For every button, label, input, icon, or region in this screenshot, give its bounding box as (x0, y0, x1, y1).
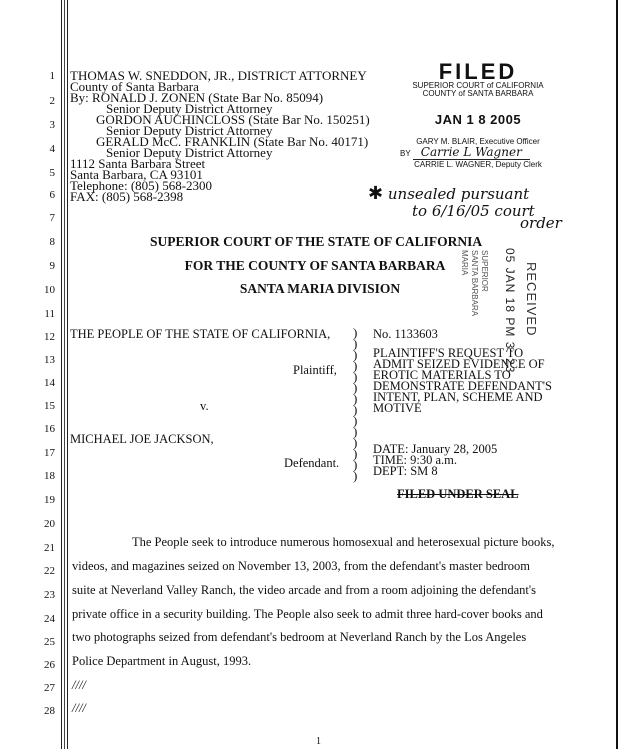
continuation-slashes: //// (72, 701, 86, 715)
header-line: GERALD McC. FRANKLIN (State Bar No. 40171) (96, 134, 369, 149)
document-title (373, 348, 552, 414)
received-stamp-agency-2 (470, 250, 479, 316)
filed-stamp (398, 59, 558, 169)
document-title-line: DEMONSTRATE DEFENDANT'S (373, 379, 552, 393)
filed-under-seal: FILED UNDER SEAL (397, 487, 519, 501)
line-number: 11 (44, 308, 55, 320)
line-number: 7 (49, 212, 55, 224)
line-number: 5 (49, 167, 55, 179)
filed-stamp-officer: GARY M. BLAIR, Executive Officer (416, 137, 540, 146)
line-number: 9 (49, 260, 55, 272)
hearing-time: TIME: 9:30 a.m. (373, 453, 458, 467)
filed-stamp-title: FILED (438, 59, 518, 84)
document-title-line: MOTIVE (373, 401, 422, 415)
body-line: suite at Neverland Valley Ranch, the video arcade and from a room adjoining the defendant's (72, 583, 537, 597)
document-title-line: EROTIC MATERIALS TO (373, 368, 511, 382)
line-number: 8 (49, 236, 55, 248)
header-line: Santa Barbara, CA 93101 (70, 167, 203, 182)
header-line: County of Santa Barbara (70, 79, 199, 94)
header-line: FAX: (805) 568-2398 (70, 189, 184, 204)
defendant-label: Defendant. (284, 456, 340, 470)
document-title-line: PLAINTIFF'S REQUEST TO (373, 346, 524, 360)
hearing-date: DATE: January 28, 2005 (373, 442, 498, 456)
header-line: 1112 Santa Barbara Street (70, 156, 206, 171)
line-number: 18 (44, 470, 55, 482)
handwritten-note (368, 183, 562, 232)
asterisk-mark: ✱ (368, 183, 384, 204)
line-number: 23 (44, 589, 55, 601)
line-number: 3 (49, 119, 55, 131)
clerk-signature: Carrie L Wagner (413, 145, 530, 160)
line-number: 4 (49, 143, 55, 155)
agency-line: SANTA BARBARA (470, 250, 479, 317)
caption-parentheses: ) ) ) ) ) ) ) ) ) ) ) ) ) ) (353, 325, 358, 483)
line-number: 26 (44, 659, 55, 671)
line-number: 6 (49, 189, 55, 201)
received-stamp-label: RECEIVED (524, 262, 539, 337)
line-number: 25 (44, 636, 55, 648)
header-line: Senior Deputy District Attorney (106, 101, 273, 116)
attorney-header (70, 70, 370, 202)
line-number: 10 (44, 284, 55, 296)
defendant-name: MICHAEL JOE JACKSON, (70, 432, 214, 446)
line-number: 22 (44, 565, 55, 577)
line-number: 16 (44, 423, 55, 435)
body-line: videos, and magazines seized on November 13, 2003, from the defendant's master bedroom (72, 559, 531, 573)
left-margin-rule-2 (64, 0, 65, 749)
header-line: GORDON AUCHINCLOSS (State Bar No. 150251) (96, 112, 370, 127)
plaintiff-name: THE PEOPLE OF THE STATE OF CALIFORNIA, (70, 327, 331, 341)
header-line: THOMAS W. SNEDDON, JR., DISTRICT ATTORNEY (70, 68, 367, 83)
header-line: Senior Deputy District Attorney (106, 145, 273, 160)
body-line: The People seek to introduce numerous homosexual and heterosexual picture books, (132, 535, 555, 549)
handwritten-text: unsealed pursuant (387, 185, 530, 203)
line-number: 17 (44, 447, 55, 459)
versus: v. (200, 399, 209, 413)
line-number: 27 (44, 682, 55, 694)
received-stamp-agency-3 (460, 250, 469, 275)
line-number: 15 (44, 400, 55, 412)
line-number: 2 (49, 95, 55, 107)
header-line: Telephone: (805) 568-2300 (70, 178, 213, 193)
court-name: SUPERIOR COURT OF THE STATE OF CALIFORNIA (150, 234, 483, 249)
received-stamp-datetime: 05 JAN 18 PM 3: 23 (503, 248, 517, 374)
body-line: private office in a security building. The People also seek to admit three hard-cover books and (72, 607, 543, 621)
line-number: 24 (44, 613, 55, 625)
received-stamp-agency (480, 250, 489, 292)
line-number: 21 (44, 542, 55, 554)
court-county: FOR THE COUNTY OF SANTA BARBARA (184, 258, 446, 273)
line-number: 1 (49, 70, 55, 82)
filed-stamp-clerk: CARRIE L. WAGNER, Deputy Clerk (414, 160, 542, 169)
hearing-dept: DEPT: SM 8 (373, 464, 438, 478)
left-margin-rule-3 (67, 0, 68, 749)
line-number: 28 (44, 705, 55, 717)
case-number: No. 1133603 (373, 327, 438, 341)
continuation-slashes: //// (72, 678, 86, 692)
line-number: 12 (44, 331, 55, 343)
header-line: Senior Deputy District Attorney (106, 123, 273, 138)
plaintiff-label: Plaintiff, (293, 363, 337, 377)
header-line: By: RONALD J. ZONEN (State Bar No. 85094) (70, 90, 324, 105)
document-title-line: INTENT, PLAN, SCHEME AND (373, 390, 543, 404)
line-number: 14 (44, 377, 55, 389)
line-number: 20 (44, 518, 55, 530)
filed-stamp-county: COUNTY of SANTA BARBARA (422, 89, 534, 98)
handwritten-line-1 (368, 183, 562, 204)
handwritten-line-2: to 6/16/05 court (412, 202, 535, 220)
hearing-info (373, 444, 497, 477)
court-division: SANTA MARIA DIVISION (239, 281, 401, 296)
agency-line: SUPERIOR (480, 250, 489, 292)
line-number: 19 (44, 494, 55, 506)
document-title-line: ADMIT SEIZED EVIDENCE OF (373, 357, 545, 371)
page-number: 1 (316, 736, 321, 747)
filed-stamp-date: JAN 1 8 2005 (434, 112, 522, 127)
left-margin-rule-1 (61, 0, 62, 749)
handwritten-line-3: order (520, 214, 562, 232)
filed-stamp-court: SUPERIOR COURT of CALIFORNIA (412, 81, 544, 90)
agency-line: MARIA (460, 250, 469, 276)
body-line: Police Department in August, 1993. (72, 654, 252, 668)
body-line: two photographs seized from defendant's bedroom at Neverland Ranch by the Los Angeles (72, 630, 527, 644)
filed-stamp-by (398, 146, 558, 160)
filed-stamp-by-label: BY (400, 149, 411, 158)
line-number: 13 (44, 354, 55, 366)
